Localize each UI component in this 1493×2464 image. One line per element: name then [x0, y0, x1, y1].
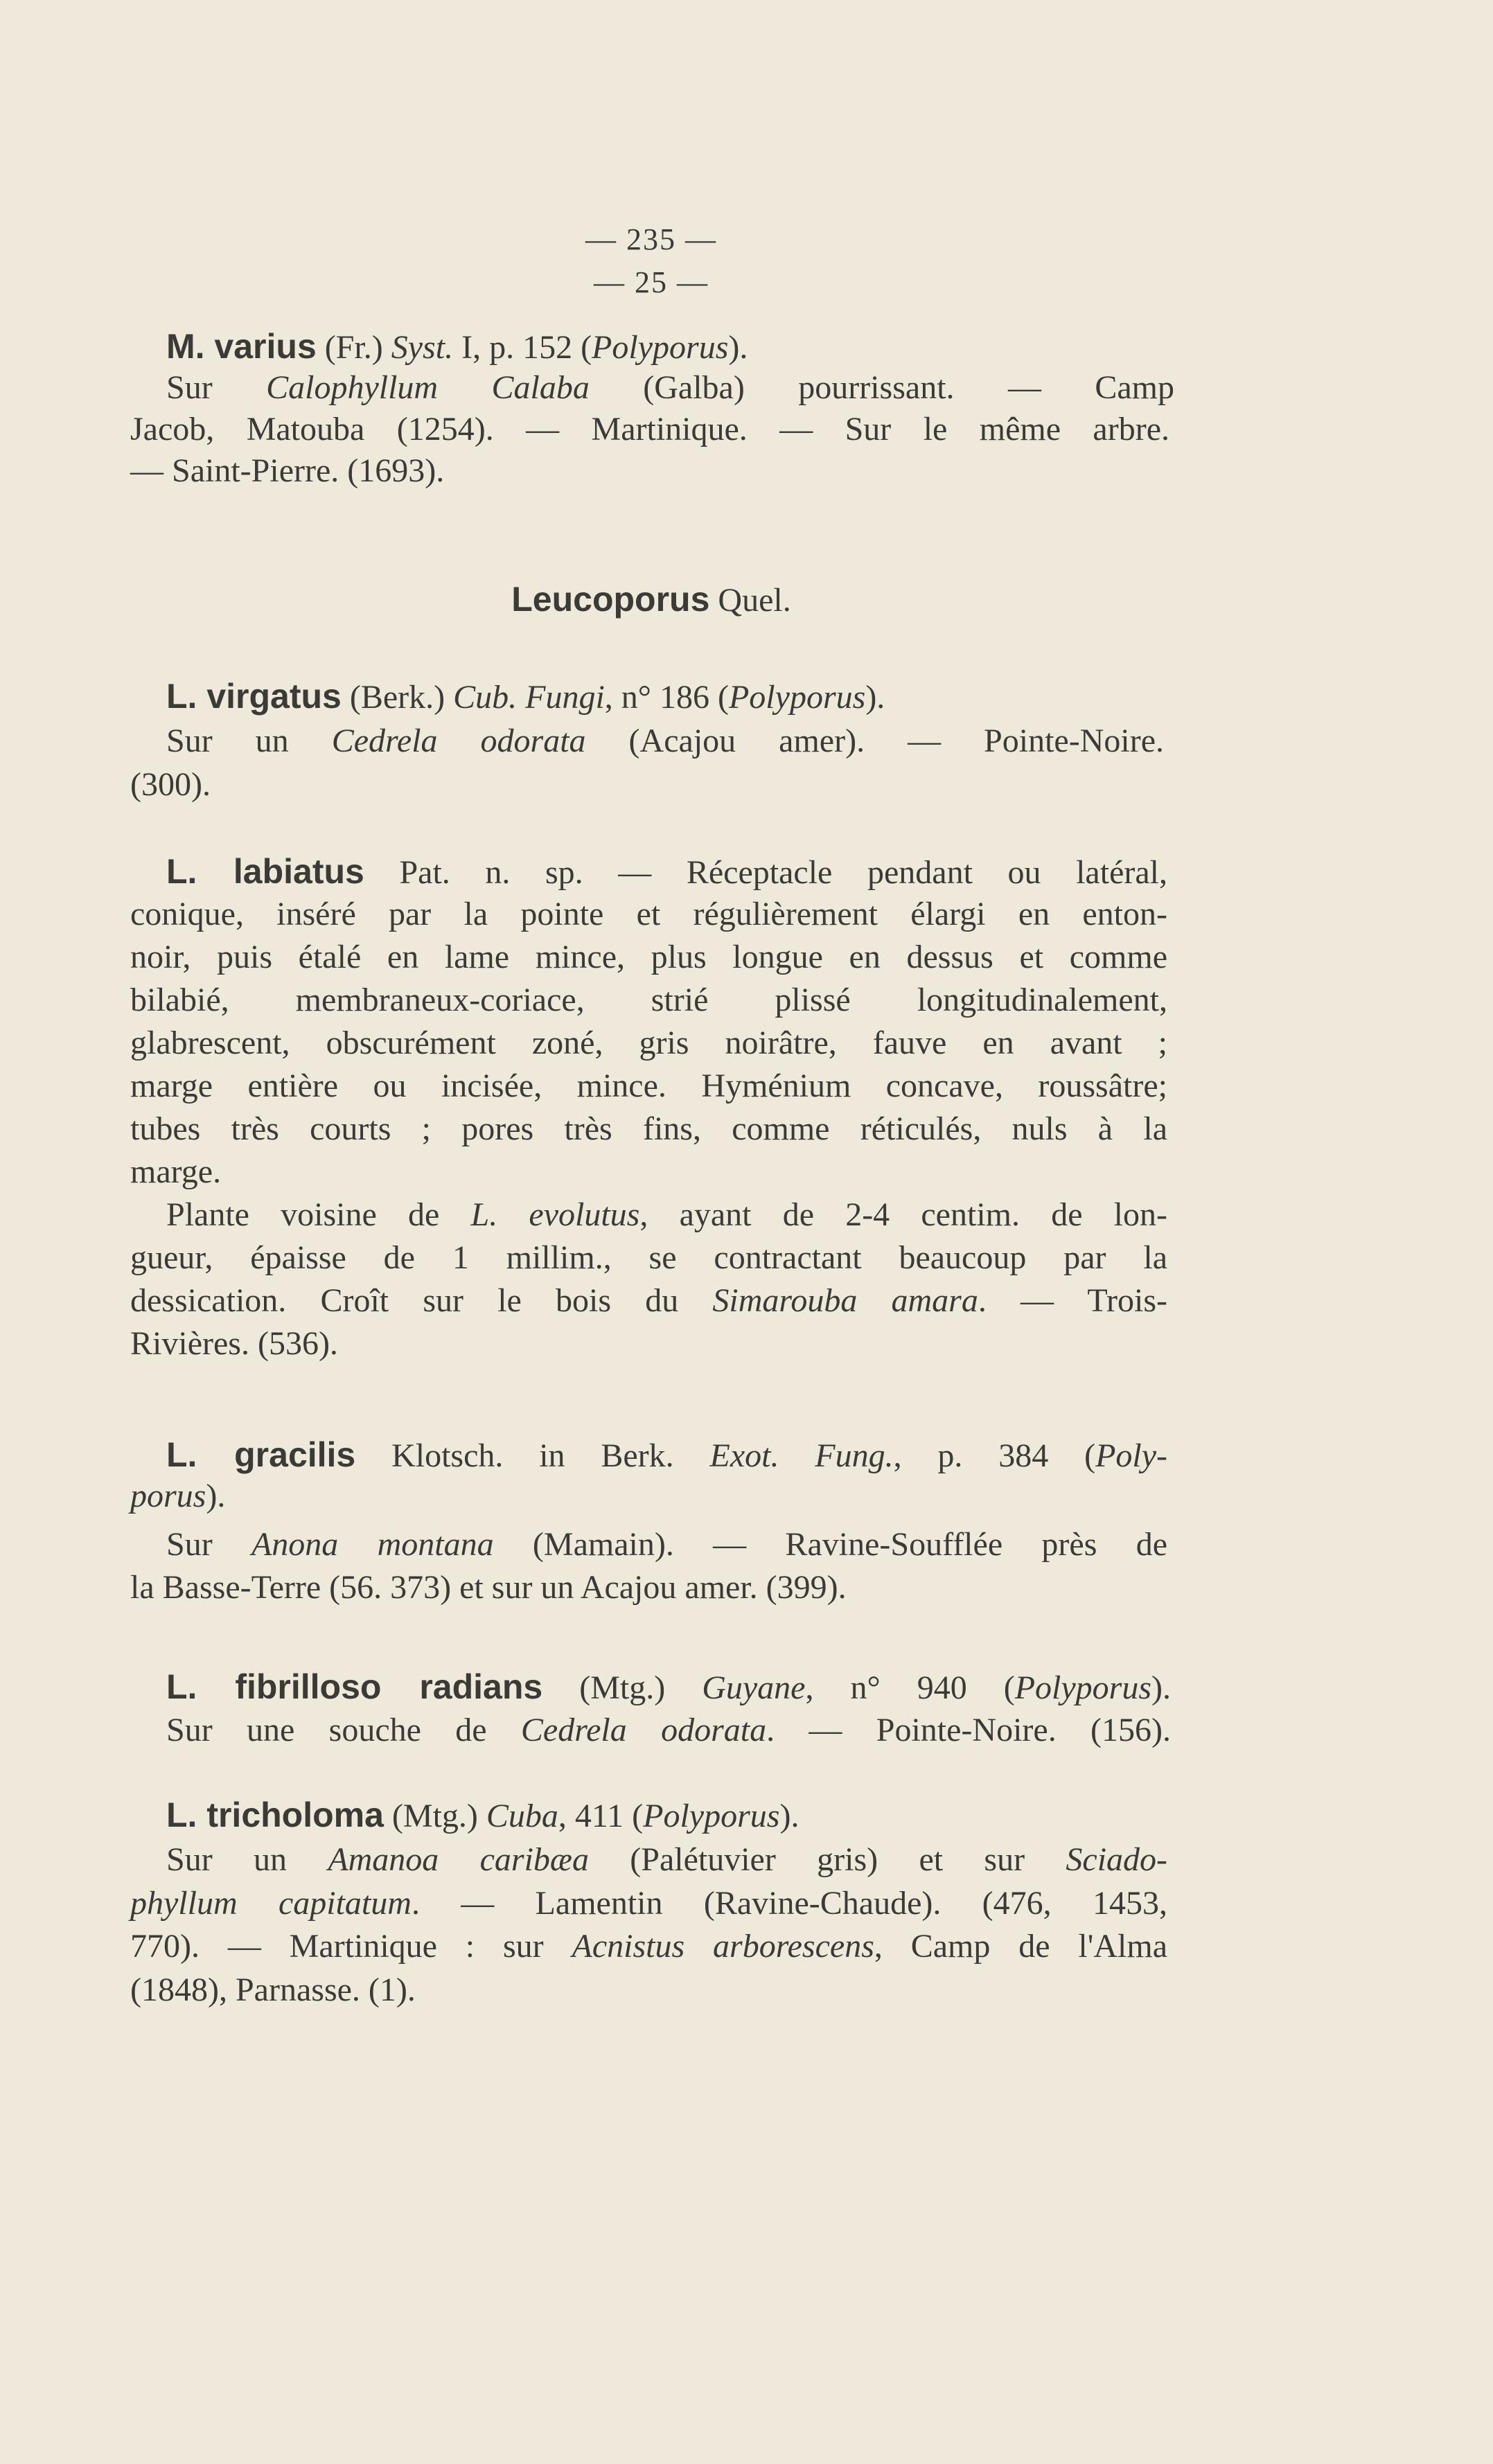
text-segment: , Camp de l'Alma	[874, 1928, 1168, 1965]
text-segment: Sur un	[166, 1841, 328, 1878]
text-segment: . — Trois-	[978, 1282, 1167, 1319]
italic-text: Polyporus	[1014, 1669, 1152, 1706]
text-segment: . — Pointe-Noire. (156).	[766, 1712, 1171, 1748]
italic-text: Cub. Fungi	[453, 679, 605, 716]
page-number-primary: — 235 —	[585, 222, 717, 256]
text-segment: (Mamain). — Ravine-Soufflée près de	[493, 1526, 1167, 1563]
text-segment: , p. 384 (	[893, 1437, 1096, 1474]
text-segment: ).	[1151, 1669, 1171, 1706]
text-line	[130, 937, 1167, 978]
text-segment: ).	[779, 1798, 799, 1834]
italic-text: Calophyllum Calaba	[266, 369, 590, 406]
text-line	[166, 326, 748, 369]
text-segment: , n° 186 (	[604, 679, 729, 716]
page-number-secondary: — 25 —	[594, 265, 709, 299]
italic-text: phyllum capitatum	[130, 1885, 412, 1922]
text-segment: (Palétuvier gris) et sur	[588, 1841, 1066, 1878]
text-segment: (Mtg.)	[542, 1669, 703, 1706]
italic-text: Guyane	[702, 1669, 806, 1706]
text-line	[166, 851, 1167, 894]
italic-text: Polyporus	[592, 329, 729, 366]
text-segment: tubes très courts ; pores très fins, comme réticulés, nuls à la	[130, 1110, 1167, 1147]
text-segment: (Galba) pourrissant. — Camp	[589, 369, 1174, 406]
text-line	[130, 1567, 847, 1608]
text-segment: bilabié, membraneux-coriace, strié plissé longitudinalement,	[130, 982, 1167, 1018]
italic-text: Cedrela odorata	[520, 1712, 767, 1748]
italic-text: porus	[130, 1478, 206, 1514]
text-segment: marge.	[130, 1153, 222, 1190]
species-name: L. labiatus	[166, 852, 364, 891]
text-segment: ).	[728, 329, 748, 366]
text-line	[130, 980, 1167, 1021]
italic-text: L. evolutus	[470, 1196, 640, 1233]
species-name: L. virgatus	[166, 677, 342, 716]
text-line	[166, 1666, 1171, 1709]
text-segment: la Basse-Terre (56. 373) et sur un Acajou amer. (399).	[130, 1569, 847, 1606]
text-line	[130, 1475, 225, 1517]
text-line	[166, 1524, 1167, 1566]
text-line	[166, 1794, 799, 1837]
text-segment: conique, inséré par la pointe et régulièrement élargi en enton-	[130, 896, 1167, 932]
text-segment: , 411 (	[558, 1798, 644, 1834]
text-line	[130, 1237, 1167, 1279]
text-segment: , n° 940 (	[805, 1669, 1015, 1706]
text-line	[130, 409, 1169, 450]
text-line	[130, 1969, 416, 2011]
text-line	[166, 1839, 1167, 1881]
text-line	[166, 1434, 1167, 1477]
text-line	[130, 1280, 1167, 1322]
text-segment: Sur	[166, 369, 267, 406]
italic-text: Simarouba amara	[712, 1282, 978, 1319]
text-line	[130, 894, 1167, 935]
text-segment: Pat. n. sp. — Réceptacle pendant ou latéral,	[364, 854, 1167, 891]
text-segment: gueur, épaisse de 1 millim., se contractant beaucoup par la	[130, 1239, 1167, 1276]
text-segment: (Fr.)	[316, 329, 391, 366]
text-line	[130, 1883, 1167, 1924]
species-name: L. tricholoma	[166, 1796, 384, 1834]
text-segment: Sur	[166, 1526, 251, 1563]
text-segment: 770). — Martinique : sur	[130, 1928, 572, 1965]
text-segment: Jacob, Matouba (1254). — Martinique. — Sur le même arbre.	[130, 411, 1169, 447]
text-line	[130, 450, 444, 492]
text-line	[130, 1926, 1167, 1967]
text-segment: ).	[206, 1478, 226, 1514]
text-line	[166, 720, 1164, 762]
text-segment: Klotsch. in Berk.	[355, 1437, 710, 1474]
italic-text: Poly-	[1095, 1437, 1168, 1474]
text-line	[130, 1065, 1167, 1107]
italic-text: Cedrela odorata	[331, 723, 586, 759]
italic-text: Polyporus	[643, 1798, 780, 1834]
text-line	[166, 1710, 1171, 1751]
italic-text: Syst.	[391, 329, 454, 366]
italic-text: Polyporus	[728, 679, 866, 716]
text-segment: (300).	[130, 766, 211, 803]
text-line	[130, 764, 211, 806]
text-segment: (Acajou amer). — Pointe-Noire.	[585, 723, 1165, 759]
text-segment: (Mtg.)	[383, 1798, 486, 1834]
text-segment: ).	[865, 679, 885, 716]
text-line	[130, 1323, 338, 1365]
text-segment: (1848), Parnasse. (1).	[130, 1971, 416, 2008]
species-name: M. varius	[166, 327, 317, 366]
text-segment: marge entière ou incisée, mince. Hyménium concave, roussâtre;	[130, 1067, 1167, 1104]
text-line	[130, 1151, 221, 1193]
species-name: L. fibrilloso radians	[166, 1667, 543, 1706]
italic-text: Sciado-	[1066, 1841, 1168, 1878]
italic-text: Amanoa caribæa	[328, 1841, 589, 1878]
italic-text: Acnistus arborescens	[572, 1928, 874, 1965]
text-segment: . — Lamentin (Ravine-Chaude). (476, 1453,	[411, 1885, 1167, 1922]
text-segment: Quel.	[709, 582, 791, 619]
text-segment: dessication. Croît sur le bois du	[130, 1282, 713, 1319]
text-line	[166, 675, 885, 718]
text-line	[130, 1022, 1167, 1064]
text-segment: noir, puis étalé en lame mince, plus longue en dessus et comme	[130, 939, 1167, 975]
text-line	[166, 1194, 1167, 1236]
text-segment: glabrescent, obscurément zoné, gris noirâtre, fauve en avant ;	[130, 1025, 1167, 1061]
text-segment: Rivières. (536).	[130, 1325, 338, 1362]
text-line	[166, 367, 1174, 409]
text-segment: Sur une souche de	[166, 1712, 521, 1748]
text-segment: (Berk.)	[341, 679, 454, 716]
text-segment: Sur un	[166, 723, 332, 759]
text-segment: — Saint-Pierre. (1693).	[130, 452, 445, 489]
text-segment: I, p. 152 (	[453, 329, 592, 366]
species-name: Leucoporus	[511, 580, 710, 619]
text-segment: Plante voisine de	[166, 1196, 471, 1233]
italic-text: Exot. Fung.	[709, 1437, 894, 1474]
text-line	[130, 1108, 1167, 1150]
italic-text: Cuba	[486, 1798, 558, 1834]
text-line	[0, 578, 1302, 621]
text-segment: , ayant de 2-4 centim. de lon-	[639, 1196, 1168, 1233]
species-name: L. gracilis	[166, 1435, 356, 1474]
italic-text: Anona montana	[251, 1526, 494, 1563]
